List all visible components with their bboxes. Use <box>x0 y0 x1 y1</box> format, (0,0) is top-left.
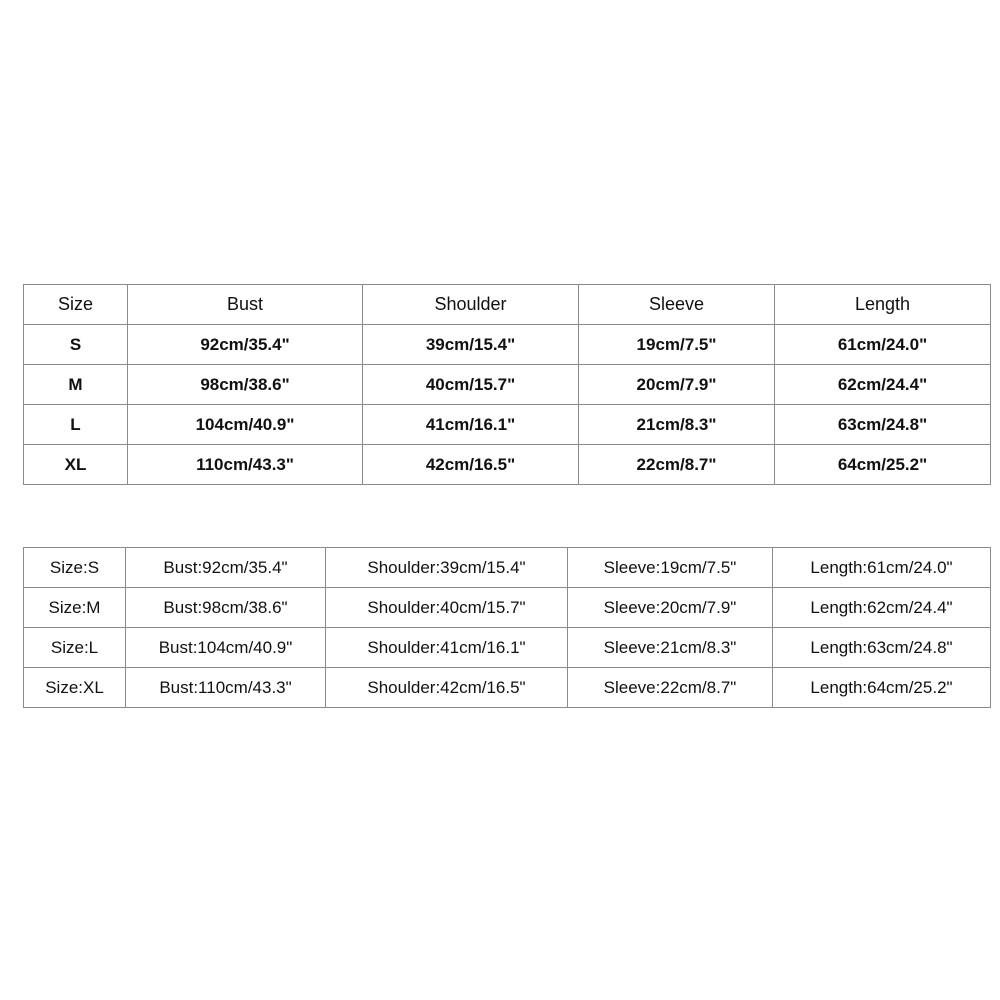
cell-bust: 104cm/40.9" <box>128 405 363 445</box>
cell-sleeve: 20cm/7.9" <box>579 365 775 405</box>
table-header-row <box>24 285 991 325</box>
cell-bust: 98cm/38.6" <box>128 365 363 405</box>
size-chart-inline-table <box>23 547 991 708</box>
cell-shoulder: Shoulder:41cm/16.1" <box>326 628 568 668</box>
cell-shoulder: 39cm/15.4" <box>363 325 579 365</box>
cell-shoulder: Shoulder:42cm/16.5" <box>326 668 568 708</box>
cell-sleeve: Sleeve:22cm/8.7" <box>568 668 773 708</box>
cell-size: Size:XL <box>24 668 126 708</box>
table-row <box>24 628 991 668</box>
cell-shoulder: 40cm/15.7" <box>363 365 579 405</box>
cell-bust: Bust:110cm/43.3" <box>126 668 326 708</box>
cell-size: Size:M <box>24 588 126 628</box>
table-row <box>24 588 991 628</box>
cell-length: 61cm/24.0" <box>775 325 991 365</box>
cell-shoulder: 41cm/16.1" <box>363 405 579 445</box>
header-length: Length <box>775 285 991 325</box>
cell-length: 63cm/24.8" <box>775 405 991 445</box>
cell-size: XL <box>24 445 128 485</box>
cell-bust: Bust:104cm/40.9" <box>126 628 326 668</box>
table-row <box>24 405 991 445</box>
cell-length: Length:63cm/24.8" <box>773 628 991 668</box>
cell-length: Length:64cm/25.2" <box>773 668 991 708</box>
table-row <box>24 325 991 365</box>
cell-bust: 92cm/35.4" <box>128 325 363 365</box>
cell-shoulder: 42cm/16.5" <box>363 445 579 485</box>
cell-shoulder: Shoulder:40cm/15.7" <box>326 588 568 628</box>
cell-bust: Bust:98cm/38.6" <box>126 588 326 628</box>
cell-size: Size:L <box>24 628 126 668</box>
cell-sleeve: Sleeve:19cm/7.5" <box>568 548 773 588</box>
cell-sleeve: 21cm/8.3" <box>579 405 775 445</box>
header-sleeve: Sleeve <box>579 285 775 325</box>
header-bust: Bust <box>128 285 363 325</box>
cell-size: L <box>24 405 128 445</box>
table-row <box>24 548 991 588</box>
cell-bust: Bust:92cm/35.4" <box>126 548 326 588</box>
cell-length: Length:62cm/24.4" <box>773 588 991 628</box>
cell-sleeve: 22cm/8.7" <box>579 445 775 485</box>
cell-shoulder: Shoulder:39cm/15.4" <box>326 548 568 588</box>
cell-size: Size:S <box>24 548 126 588</box>
table-row <box>24 445 991 485</box>
table-row <box>24 668 991 708</box>
header-shoulder: Shoulder <box>363 285 579 325</box>
size-chart-table <box>23 284 991 485</box>
table-row <box>24 365 991 405</box>
cell-size: S <box>24 325 128 365</box>
cell-length: 64cm/25.2" <box>775 445 991 485</box>
cell-length: 62cm/24.4" <box>775 365 991 405</box>
cell-bust: 110cm/43.3" <box>128 445 363 485</box>
cell-sleeve: Sleeve:21cm/8.3" <box>568 628 773 668</box>
cell-sleeve: Sleeve:20cm/7.9" <box>568 588 773 628</box>
cell-sleeve: 19cm/7.5" <box>579 325 775 365</box>
cell-length: Length:61cm/24.0" <box>773 548 991 588</box>
header-size: Size <box>24 285 128 325</box>
cell-size: M <box>24 365 128 405</box>
